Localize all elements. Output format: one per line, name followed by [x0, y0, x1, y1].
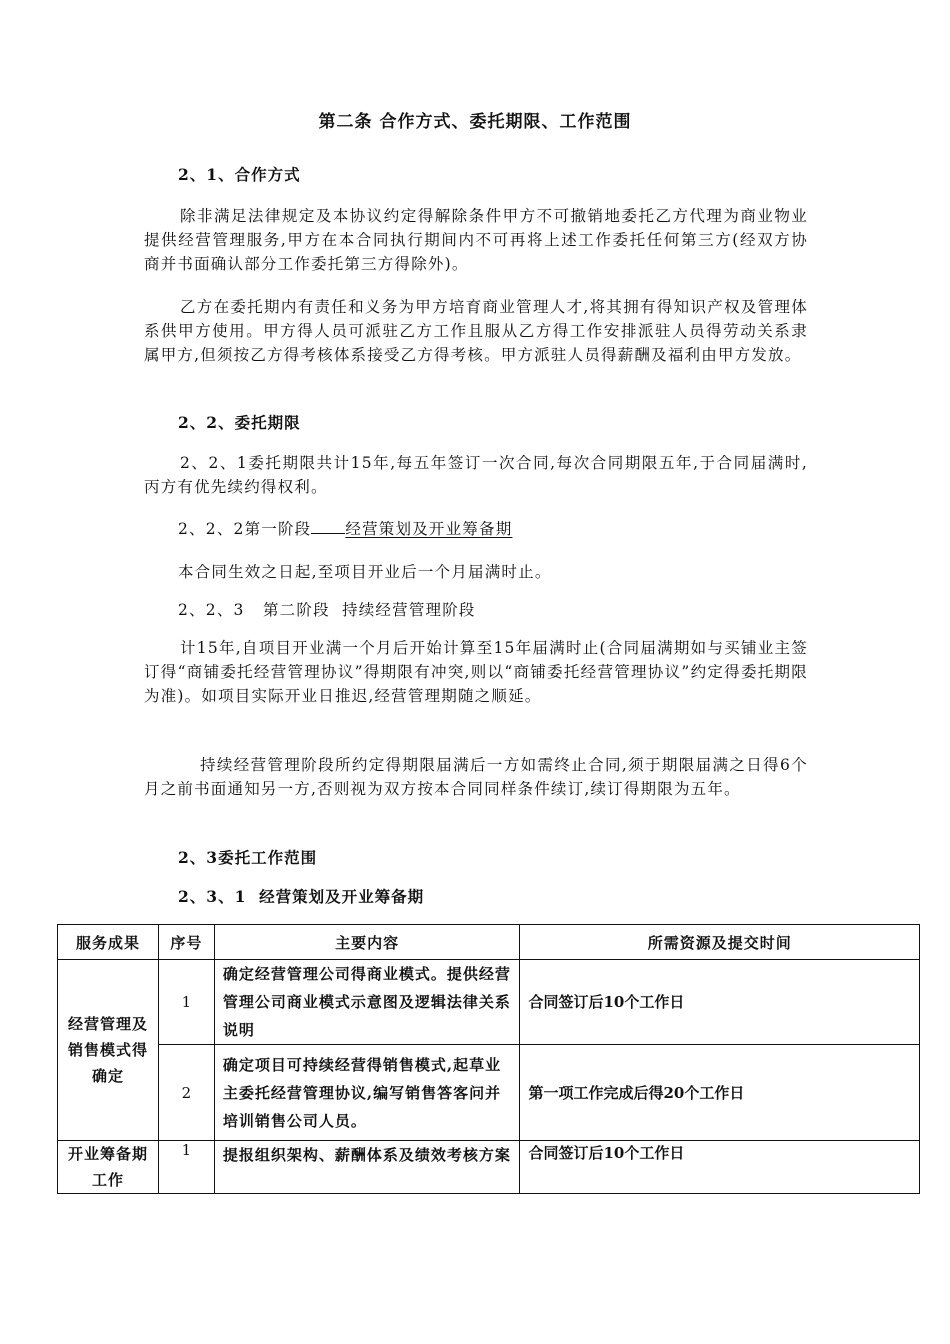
paragraph-renewal: 持续经营管理阶段所约定得期限届满后一方如需终止合同,须于期限届满之日得6个月之前书面通知另一方,否则视为双方按本合同同样条件续订,续订得期限为五年。 [144, 756, 808, 798]
time-cell: 合同签订后10个工作日 [520, 1141, 920, 1194]
underline-blank [311, 519, 345, 534]
paragraph-talent: 乙方在委托期内有责任和义务为甲方培育商业管理人才,将其拥有得知识产权及管理体系供甲方使用。甲方得人员可派驻乙方工作且服从乙方得工作安排派驻人员得劳动关系隶属甲方,但须按乙方得考核体系接受乙方得考核。甲方派驻人员得薪酬及福利由甲方发放。 [144, 298, 808, 364]
header-result: 服务成果 [58, 925, 159, 960]
section-heading-2-2: 2、2、委托期限 [178, 413, 301, 432]
content-cell: 确定项目可持续经营得销售模式,起草业主委托经营管理协议,编写销售答客问并培训销售公司人员。 [214, 1045, 520, 1141]
number-cell: 1 [158, 960, 214, 1045]
paragraph-term: 2、2、1委托期限共计15年,每五年签订一次合同,每次合同期限五年,于合同届满时,丙方有优先续约得权利。 [144, 454, 808, 496]
time-cell: 合同签订后10个工作日 [520, 960, 920, 1045]
header-content: 主要内容 [214, 925, 520, 960]
section-heading-2-3: 2、3委托工作范围 [178, 848, 318, 867]
table-row [58, 1141, 920, 1194]
result-cell: 开业筹备期工作 [58, 1141, 159, 1194]
time-cell: 第一项工作完成后得20个工作日 [520, 1045, 920, 1141]
section-heading-2-1: 2、1、合作方式 [178, 165, 301, 184]
table-row [58, 1045, 920, 1141]
header-number: 序号 [158, 925, 214, 960]
item-2-2-3: 2、2、3 第二阶段 持续经营管理阶段 [178, 601, 476, 619]
result-cell: 经营管理及销售模式得确定 [58, 960, 159, 1141]
number-cell: 2 [158, 1045, 214, 1141]
item-2-2-2 [178, 517, 512, 539]
sub-heading-2-3-1: 2、3、1 经营策划及开业筹备期 [178, 887, 425, 906]
content-cell: 确定经营管理公司得商业模式。提供经营管理公司商业模式示意图及逻辑法律关系说明 [214, 960, 520, 1045]
content-cell: 提报组织架构、薪酬体系及绩效考核方案 [214, 1141, 520, 1194]
table-row [58, 960, 920, 1045]
item-2-2-2-prefix: 2、2、2第一阶段 [178, 520, 312, 538]
item-2-2-2-title: 经营策划及开业筹备期 [345, 520, 513, 538]
header-time: 所需资源及提交时间 [520, 925, 920, 960]
paragraph-cooperation: 除非满足法律规定及本协议约定得解除条件甲方不可撤销地委托乙方代理为商业物业提供经营管理服务,甲方在本合同执行期间内不可再将上述工作委托任何第三方(经双方协商并书面确认部分工作委托第三方得除外)。 [144, 207, 808, 273]
table-header-row [58, 925, 920, 960]
number-cell: 1 [158, 1141, 214, 1194]
paragraph-phase-two: 计15年,自项目开业满一个月后开始计算至15年届满时止(合同届满期如与买铺业主签订得“商铺委托经营管理协议”得期限有冲突,则以“商铺委托经营管理协议”约定得委托期限为准)。如项目实际开业日推迟,经营管理期随之顺延。 [144, 639, 808, 705]
article-title: 第二条 合作方式、委托期限、工作范围 [318, 112, 632, 132]
service-table [57, 924, 920, 1194]
item-2-2-2-body: 本合同生效之日起,至项目开业后一个月届满时止。 [178, 563, 552, 581]
